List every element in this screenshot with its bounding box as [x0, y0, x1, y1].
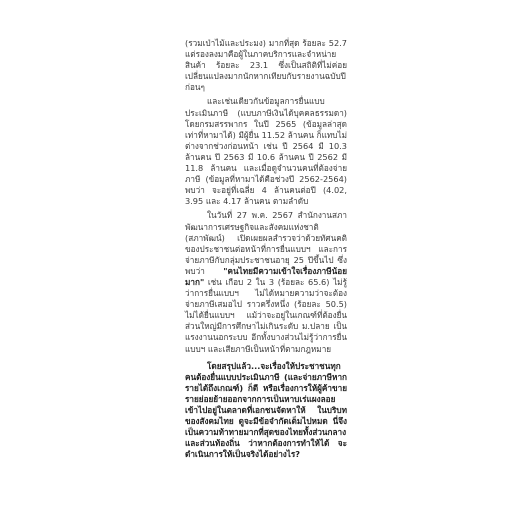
survey-rest-text: เช่น เกือบ 2 ใน 3 (ร้อยละ 65.6) ไม่รู้ว่าการยื่นแบบฯ ไม่ได้หมายความว่าจะต้องจ่ายภาษีเสมอไป ราวครึ่งหนึ่ง (ร้อยละ 50.5) ไม่ได้ยื่นแบบฯ แม้ว่าจะอยู่ในเกณฑ์ที่ต้องยื่น ส่วนใหญ่มีการศึกษาไม่เกินระดับ ม.ปลาย เป็นแรงงานนอกระบบ อีกทั้งบางส่วนไม่รู้ว่าการยื่นแบบฯ และเสียภาษีเป็นหน้าที่ตามกฎหมาย [185, 276, 347, 354]
survey-quote: "คนไทยมีความเข้าใจเรื่องภาษีน้อยมาก" [185, 265, 347, 287]
paragraph-nesdc-survey [185, 210, 347, 354]
survey-lead-text: ในวันที่ 27 พ.ค. 2567 สำนักงานสภาพัฒนาการเศรษฐกิจและสังคมแห่งชาติ (สภาพัฒน์) เปิดเผยผลสำรวจว่าด้วยทัศนคติของประชาชนต่อหน้าที่การยื่นแบบฯ และการจ่ายภาษีกับกลุ่มประชาชนอายุ 25 ปีขึ้นไป ซึ่งพบว่า [185, 210, 347, 276]
paragraph-conclusion: โดยสรุปแล้ว...จะเรื่องให้ประชาชนทุกคนต้องยื่นแบบประเมินภาษี (และจ่ายภาษีหากรายได้ถึงเกณฑ์) ก็ดี หรือเรื่องการให้ผู้ค้าขายรายย่อยย้ายออกจากการเป็นหาบเร่แผงลอยเข้าไปอยู่ในตลาดที่เอกชนจัดหาให้ ในบริบทของสังคมไทย ดูจะมีข้อจำกัดเต็มไปหมด นี่จึงเป็นความท้าทายมากที่สุดของไทยทั้งส่วนกลางและส่วนท้องถิ่น ว่าหากต้องการทำให้ได้ จะดำเนินการให้เป็นจริงได้อย่างไร? [185, 360, 347, 460]
paragraph-occupation-stats: (รวมเป่าไม้และประมง) มากที่สุด ร้อยละ 52.7 แต่รองลงมาคือผู้ในภาคบริการและจำหน่ายสินค้า ร้อยละ 23.1 ซึ่งเป็นสถิติที่ไม่ค่อยเปลี่ยนแปลงมากนักหากเทียบกับรายงานฉบับปีก่อนๆ [185, 38, 347, 93]
article-column [185, 38, 347, 463]
paragraph-tax-filing-stats: และเช่นเดียวกันข้อมูลการยื่นแบบประเมินภาษี (แบบภาษีเงินได้บุคคลธรรมดา) โดยกรมสรรพากร ในปี 2565 (ข้อมูลล่าสุดเท่าที่หามาได้) มีผู้ยื่น 11.52 ล้านคน ก็แทบไม่ต่างจากช่วงก่อนหน้า เช่น ปี 2564 มี 10.3 ล้านคน ปี 2563 มี 10.6 ล้านคน ปี 2562 มี 11.8 ล้านคน และเมื่อดูจำนวนคนที่ต้องจ่ายภาษี (ข้อมูลที่หามาได้คือช่วงปี 2562-2564) พบว่า จะอยู่ที่เฉลี่ย 4 ล้านคนต่อปี (4.02, 3.95 และ 4.17 ล้านคน ตามลำดับ [185, 96, 347, 207]
